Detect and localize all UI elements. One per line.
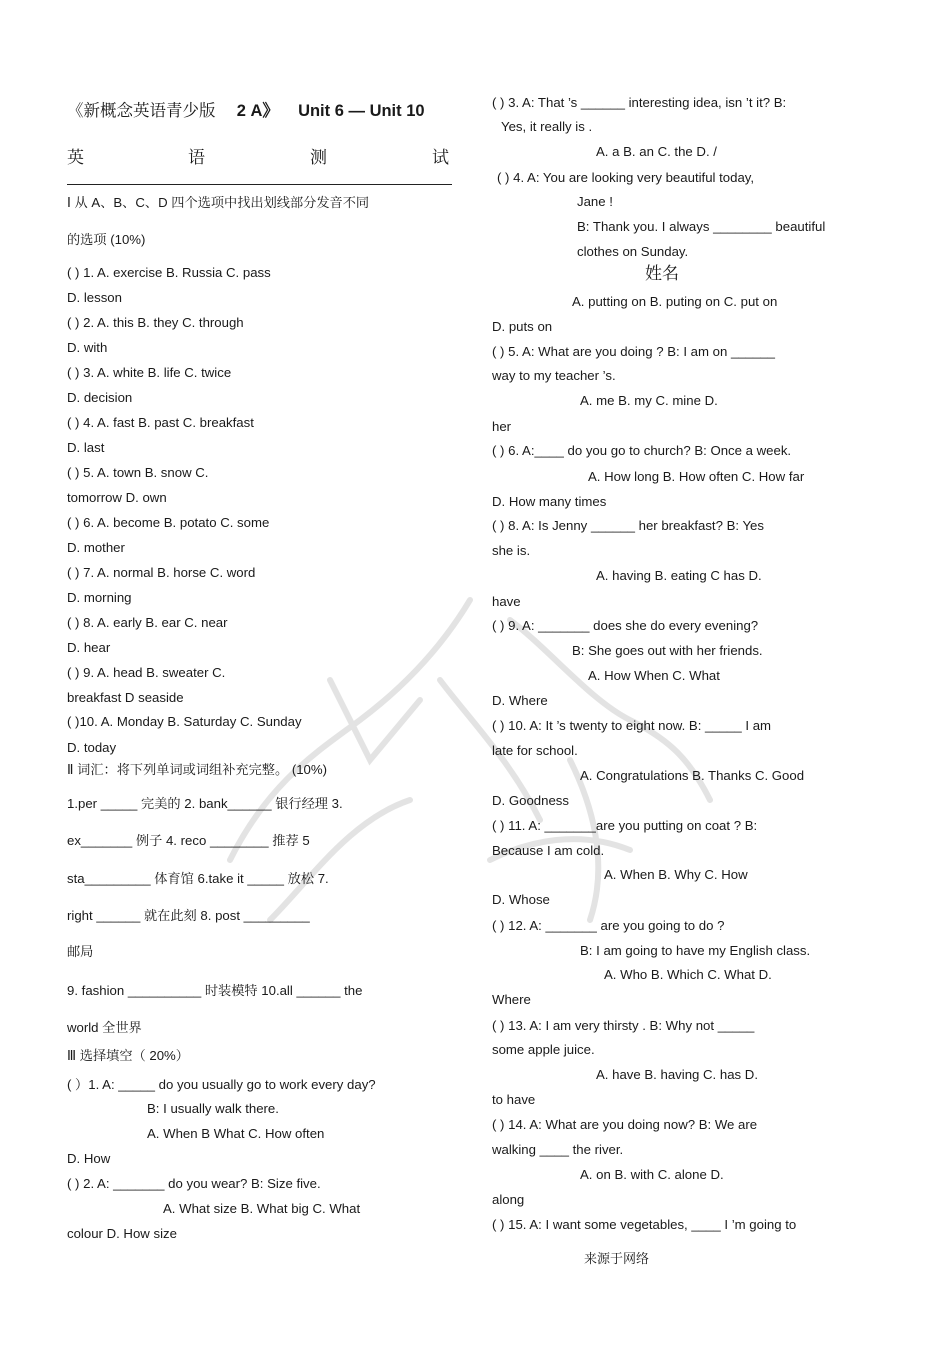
question-line: ( ) 13. A: I am very thirsty . B: Why not _____: [492, 1018, 755, 1033]
question-line: ( ) 5. A. town B. snow C.: [67, 465, 209, 480]
question-line: Yes, it really is .: [501, 119, 593, 134]
question-line: A. Congratulations B. Thanks C. Good: [580, 768, 805, 783]
question-line: ( ) 6. A. become B. potato C. some: [67, 515, 270, 530]
section-heading: Ⅱ 词汇：将下列单词或词组补充完整。 (10%): [67, 762, 327, 777]
question-line: Jane !: [577, 194, 613, 209]
question-line: A. When B What C. How often: [147, 1126, 325, 1141]
section-heading: 的选项 (10%): [67, 232, 146, 247]
question-line: breakfast D seaside: [67, 690, 184, 705]
question-line: ( ) 8. A. early B. ear C. near: [67, 615, 228, 630]
question-line: B: I usually walk there.: [147, 1101, 279, 1116]
question-line: her: [492, 419, 512, 434]
question-line: A. How When C. What: [588, 668, 720, 683]
vocab-line: 9. fashion __________ 时装模特 10.all ______ the: [67, 983, 363, 998]
question-line: Because I am cold.: [492, 843, 605, 858]
question-line: A. me B. my C. mine D.: [580, 393, 718, 408]
question-line: Where: [492, 992, 531, 1007]
question-line: D. Where: [492, 693, 548, 708]
question-line: A. a B. an C. the D. /: [596, 144, 717, 159]
subtitle-char: 测: [310, 148, 327, 168]
vocab-line: right ______ 就在此刻 8. post _________: [67, 908, 310, 923]
question-line: ( ) 10. A: It ’s twenty to eight now. B: _____ I am: [492, 718, 772, 733]
question-line: D. Goodness: [492, 793, 569, 808]
question-line: A. What size B. What big C. What: [163, 1201, 361, 1216]
question-line: D. decision: [67, 390, 133, 405]
question-line: A. having B. eating C has D.: [596, 568, 762, 583]
question-line: have: [492, 594, 521, 609]
question-line: clothes on Sunday.: [577, 244, 689, 259]
question-line: A. putting on B. puting on C. put on: [572, 294, 778, 309]
question-line: B: I am going to have my English class.: [580, 943, 811, 958]
section-heading: Ⅰ 从 A、B、C、D 四个选项中找出划线部分发音不同: [67, 195, 370, 210]
question-line: ( ) 3. A: That ’s ______ interesting idea, isn ’t it? B:: [492, 95, 787, 110]
question-line: ( ）1. A: _____ do you usually go to work every day?: [67, 1077, 376, 1092]
question-line: ( ) 15. A: I want some vegetables, ____ I ’m going to: [492, 1217, 797, 1232]
question-line: ( ) 11. A: _______are you putting on coat ? B:: [492, 818, 758, 833]
question-line: D. hear: [67, 640, 111, 655]
question-line: to have: [492, 1092, 536, 1107]
vocab-line: ex_______ 例子 4. reco ________ 推荐 5: [67, 833, 310, 848]
question-line: D. morning: [67, 590, 132, 605]
question-line: along: [492, 1192, 525, 1207]
question-line: ( ) 9. A. head B. sweater C.: [67, 665, 226, 680]
question-line: way to my teacher ’s.: [492, 368, 616, 383]
question-line: D. last: [67, 440, 105, 455]
question-line: ( ) 1. A. exercise B. Russia C. pass: [67, 265, 271, 280]
question-line: A. have B. having C. has D.: [596, 1067, 758, 1082]
question-line: ( ) 4. A: You are looking very beautiful today,: [497, 170, 755, 185]
question-line: ( ) 2. A. this B. they C. through: [67, 315, 244, 330]
vocab-line: sta_________ 体育馆 6.take it _____ 放松 7.: [67, 871, 329, 886]
page-title: [67, 103, 425, 119]
question-line: A. Who B. Which C. What D.: [604, 967, 772, 982]
title-cn: 《新概念英语青少版: [67, 101, 216, 120]
question-line: ( ) 5. A: What are you doing ? B: I am on ______: [492, 344, 775, 359]
title-level: 2 A》: [236, 102, 279, 120]
question-line: ( ) 6. A:____ do you go to church? B: Once a week.: [492, 443, 792, 458]
question-line: ( ) 3. A. white B. life C. twice: [67, 365, 232, 380]
title-units: Unit 6 — Unit 10: [298, 102, 425, 120]
question-line: A. on B. with C. alone D.: [580, 1167, 724, 1182]
page-footer: 来源于网络: [584, 1252, 650, 1267]
question-line: D. mother: [67, 540, 125, 555]
question-line: tomorrow D. own: [67, 490, 167, 505]
question-line: ( ) 8. A: Is Jenny ______ her breakfast? B: Yes: [492, 518, 764, 533]
question-line: ( )10. A. Monday B. Saturday C. Sunday: [67, 714, 302, 729]
question-line: ( ) 9. A: _______ does she do every evening?: [492, 618, 759, 633]
vocab-line: world 全世界: [67, 1020, 142, 1035]
question-line: ( ) 7. A. normal B. horse C. word: [67, 565, 256, 580]
section-heading: Ⅲ 选择填空（ 20%）: [67, 1048, 189, 1063]
question-line: ( ) 2. A: _______ do you wear? B: Size five.: [67, 1176, 321, 1191]
question-line: walking ____ the river.: [492, 1142, 624, 1157]
question-line: B: She goes out with her friends.: [572, 643, 763, 658]
question-line: D. puts on: [492, 319, 553, 334]
page-subtitle: [0, 150, 950, 170]
question-line: she is.: [492, 543, 531, 558]
vocab-line: 1.per _____ 完美的 2. bank______ 银行经理 3.: [67, 796, 343, 811]
question-line: some apple juice.: [492, 1042, 595, 1057]
subtitle-char: 试: [432, 148, 449, 168]
question-line: colour D. How size: [67, 1226, 177, 1241]
question-line: D. How: [67, 1151, 111, 1166]
vocab-line: 邮局: [67, 944, 94, 959]
question-line: A. When B. Why C. How: [604, 867, 748, 882]
question-line: D. How many times: [492, 494, 607, 509]
question-line: late for school.: [492, 743, 578, 758]
question-line: B: Thank you. I always ________ beautiful: [577, 219, 826, 234]
question-line: D. Whose: [492, 892, 550, 907]
subtitle-char: 语: [188, 148, 205, 168]
question-line: ( ) 12. A: _______ are you going to do ?: [492, 918, 725, 933]
question-line: D. with: [67, 340, 108, 355]
question-line: ( ) 14. A: What are you doing now? B: We are: [492, 1117, 758, 1132]
name-label: 姓名: [645, 264, 679, 284]
question-line: D. today: [67, 740, 117, 755]
subtitle-char: 英: [67, 148, 84, 168]
title-divider: [67, 184, 452, 185]
question-line: D. lesson: [67, 290, 122, 305]
question-line: ( ) 4. A. fast B. past C. breakfast: [67, 415, 254, 430]
question-line: A. How long B. How often C. How far: [588, 469, 805, 484]
